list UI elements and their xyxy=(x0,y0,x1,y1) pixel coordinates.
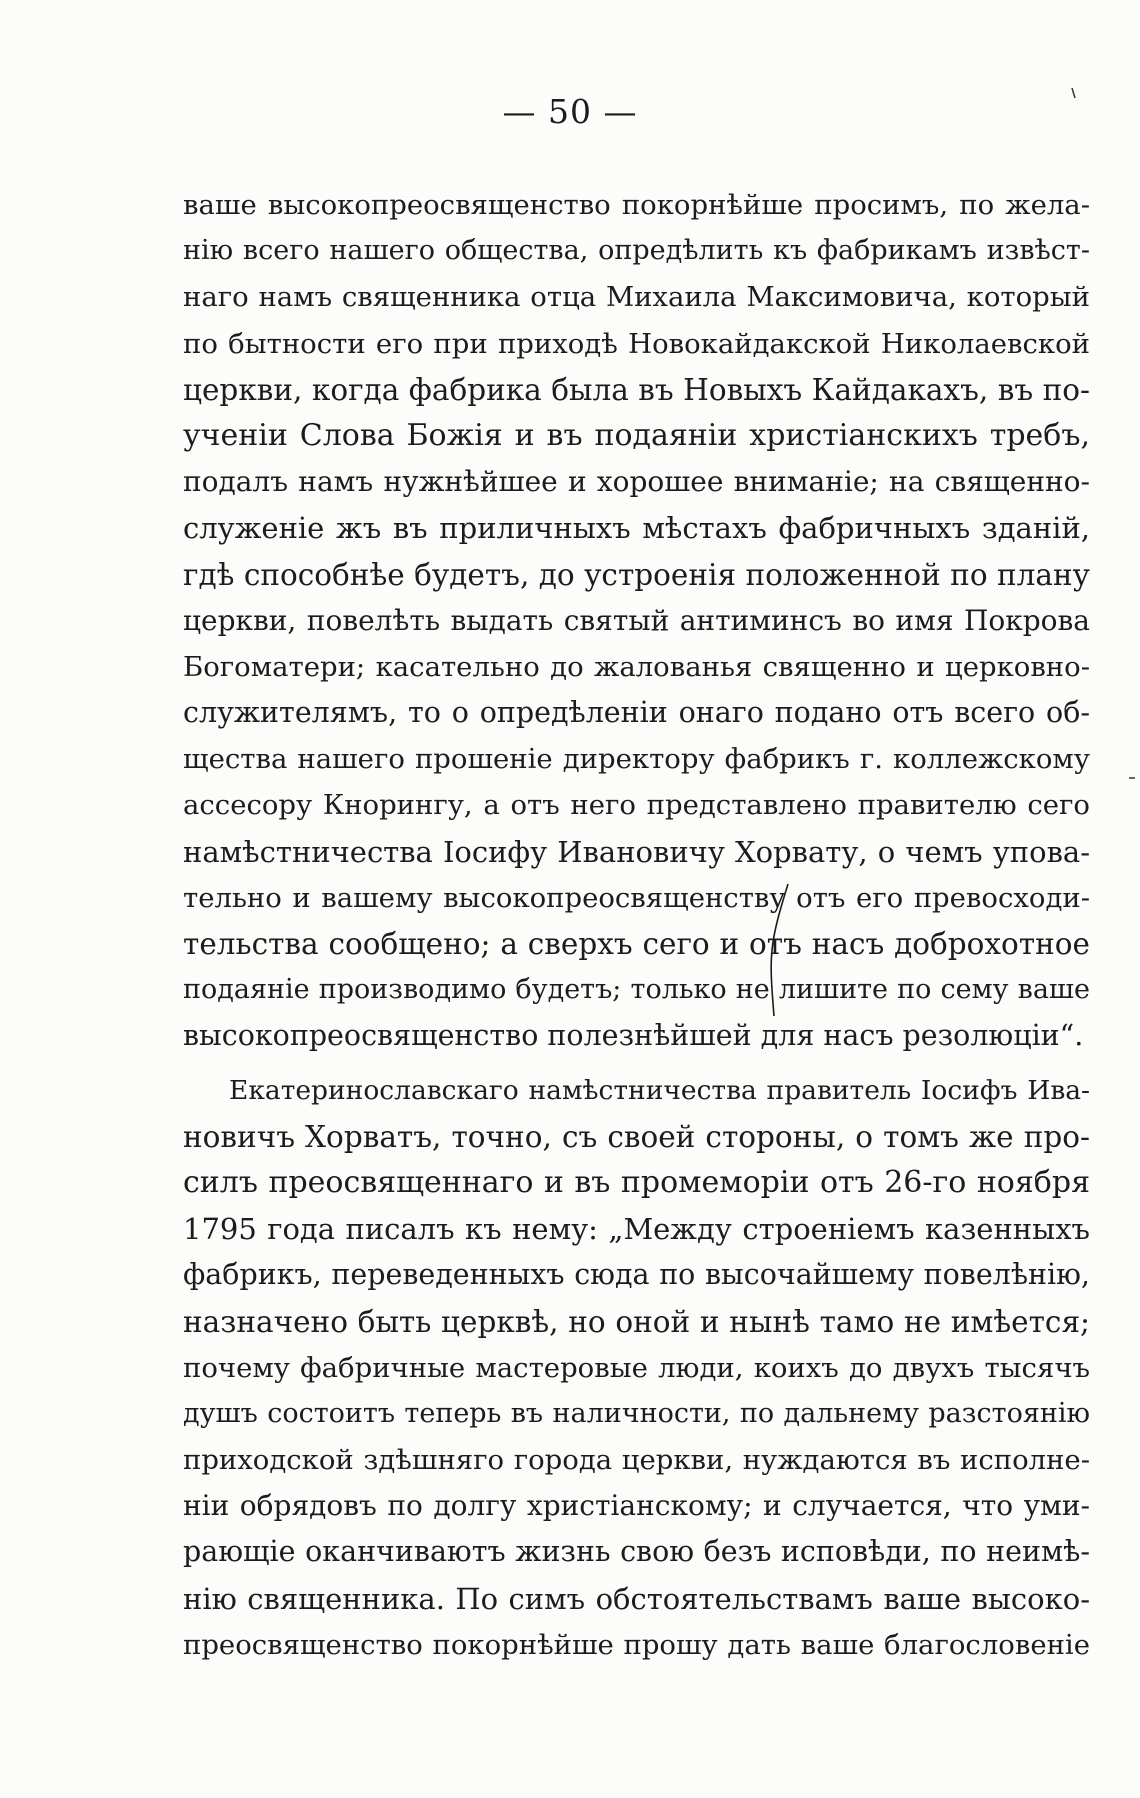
text-line: почему фабричные мастеровые люди, коихъ до двухъ тысячъ xyxy=(183,1351,1090,1384)
scan-speck-mark xyxy=(1128,775,1136,781)
text-line: тельства сообщено; а сверхъ сего и отъ насъ доброхотное xyxy=(183,927,1090,961)
text-line: ассесору Кнорингу, а отъ него представлено правителю сего xyxy=(183,789,1090,822)
text-line: служеніе жъ въ приличныхъ мѣстахъ фабричныхъ зданій, xyxy=(183,511,1090,546)
text-line: душъ состоитъ теперь въ наличности, по дальнему разстоянію xyxy=(183,1397,1090,1429)
text-line: подалъ намъ нужнѣйшее и хорошее вниманіе; на священно- xyxy=(183,465,1090,499)
text-line: новичъ Хорватъ, точно, съ своей стороны, о томъ же про- xyxy=(183,1119,1090,1154)
paragraph xyxy=(183,1068,1090,1668)
text-line: рающіе оканчиваютъ жизнь свою безъ исповѣди, по неимѣ- xyxy=(183,1535,1090,1569)
text-line: церкви, когда фабрика была въ Новыхъ Кайдакахъ, въ по- xyxy=(183,372,1090,407)
text-line: ученіи Слова Божія и въ подаяніи христіанскихъ требъ, xyxy=(183,417,1090,453)
text-line: подаяніе производимо будетъ; только не лишите по сему ваше xyxy=(183,974,1090,1006)
text-line: ваше высокопреосвященство покорнѣйше просимъ, по жела- xyxy=(183,189,1090,221)
text-line: нію священника. По симъ обстоятельствамъ ваше высоко- xyxy=(183,1581,1090,1616)
text-line: тельно и вашему высокопреосвященству отъ его превосходи- xyxy=(183,881,1090,914)
page-number: — 50 — xyxy=(502,92,638,131)
text-line: наго намъ священника отца Михаила Максимовича, который xyxy=(183,281,1090,314)
text-line: приходской здѣшняго города церкви, нуждаются въ исполне- xyxy=(183,1444,1090,1477)
text-line: церкви, повелѣть выдать святый антиминсъ во имя Покрова xyxy=(183,603,1090,637)
body-text xyxy=(183,182,1090,1668)
text-line: щества нашего прошеніе директору фабрикъ г. коллежскому xyxy=(183,743,1090,776)
paragraph xyxy=(183,182,1090,1060)
text-line: служителямъ, то о опредѣленіи онаго подано отъ всего об- xyxy=(183,696,1090,730)
text-line: Екатеринославскаго намѣстничества правитель Іосифъ Ива- xyxy=(229,1074,1090,1106)
text-line: фабрикъ, переведенныхъ сюда по высочайшему повелѣнію, xyxy=(183,1258,1090,1292)
text-line: высокопреосвященство полезнѣйшей для насъ резолюціи“. xyxy=(183,1019,1084,1053)
text-line: Богоматери; касательно до жалованья священно и церковно- xyxy=(183,650,1090,683)
text-line: 1795 года писалъ къ нему: „Между строеніемъ казенныхъ xyxy=(183,1212,1090,1247)
text-line: по бытности его при приходѣ Новокайдакской Николаевской xyxy=(183,327,1090,360)
text-line: ніи обрядовъ по долгу христіанскому; и случается, что уми- xyxy=(183,1489,1090,1523)
text-line: назначено быть церквѣ, но оной и нынѣ тамо не имѣется; xyxy=(183,1304,1090,1339)
text-line: нію всего нашего общества, опредѣлить къ фабрикамъ извѣст- xyxy=(183,235,1090,267)
text-line: намѣстничества Іосифу Ивановичу Хорвату, о чемъ упова- xyxy=(183,834,1090,869)
text-line: силъ преосвященнаго и въ промеморіи отъ 26-го ноября xyxy=(183,1164,1090,1200)
text-line: гдѣ способнѣе будетъ, до устроенія положенной по плану xyxy=(183,557,1090,592)
text-line: преосвященство покорнѣйше прошу дать ваше благословеніе xyxy=(183,1628,1090,1661)
